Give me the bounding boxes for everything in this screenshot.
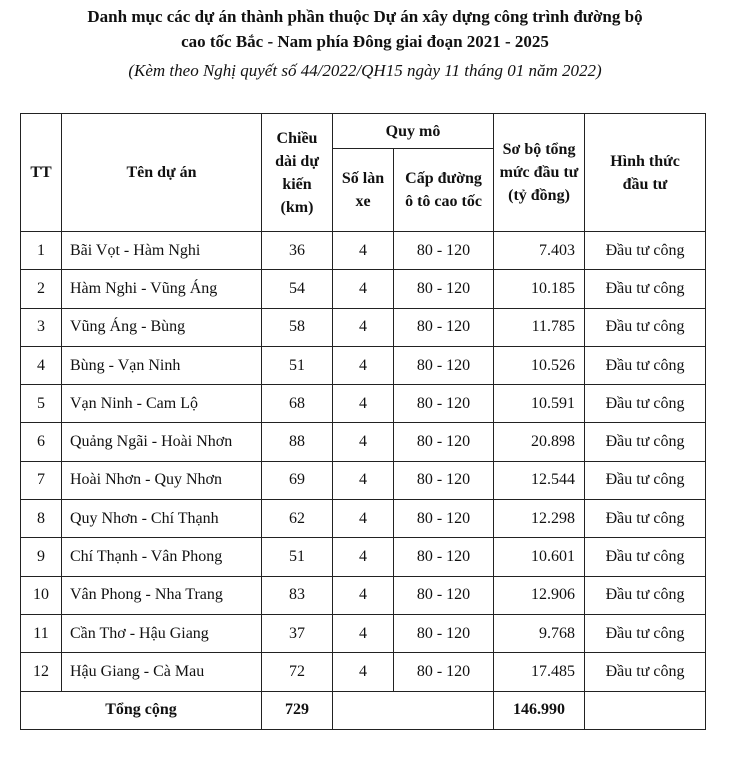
row-investment: 10.601 [494, 538, 585, 576]
row-tt: 5 [21, 385, 62, 423]
header-lanes: Số làn xe [333, 149, 394, 232]
row-lanes: 4 [333, 423, 394, 461]
row-length: 58 [262, 308, 333, 346]
row-length: 51 [262, 346, 333, 384]
row-name: Bùng - Vạn Ninh [62, 346, 262, 384]
row-name: Vạn Ninh - Cam Lộ [62, 385, 262, 423]
row-investment: 11.785 [494, 308, 585, 346]
row-length: 69 [262, 461, 333, 499]
row-lanes: 4 [333, 538, 394, 576]
row-grade: 80 - 120 [394, 614, 494, 652]
document-subtitle: (Kèm theo Nghị quyết số 44/2022/QH15 ngày 11 tháng 01 năm 2022) [128, 61, 602, 80]
row-tt: 8 [21, 500, 62, 538]
total-empty-form [585, 691, 706, 729]
table-row [21, 461, 706, 499]
row-name: Vũng Áng - Bùng [62, 308, 262, 346]
row-name: Cần Thơ - Hậu Giang [62, 614, 262, 652]
table-row [21, 423, 706, 461]
row-investment: 17.485 [494, 653, 585, 691]
row-form: Đầu tư công [585, 614, 706, 652]
row-grade: 80 - 120 [394, 232, 494, 270]
row-form: Đầu tư công [585, 346, 706, 384]
total-label: Tổng cộng [21, 691, 262, 729]
projects-table [20, 113, 706, 730]
row-name: Hoài Nhơn - Quy Nhơn [62, 461, 262, 499]
row-name: Quy Nhơn - Chí Thạnh [62, 500, 262, 538]
row-tt: 10 [21, 576, 62, 614]
table-row [21, 500, 706, 538]
row-tt: 12 [21, 653, 62, 691]
row-investment: 12.906 [494, 576, 585, 614]
table-row [21, 346, 706, 384]
row-form: Đầu tư công [585, 461, 706, 499]
row-form: Đầu tư công [585, 576, 706, 614]
row-name: Chí Thạnh - Vân Phong [62, 538, 262, 576]
row-investment: 12.544 [494, 461, 585, 499]
row-lanes: 4 [333, 232, 394, 270]
row-grade: 80 - 120 [394, 653, 494, 691]
row-form: Đầu tư công [585, 423, 706, 461]
row-grade: 80 - 120 [394, 270, 494, 308]
row-name: Hậu Giang - Cà Mau [62, 653, 262, 691]
row-tt: 2 [21, 270, 62, 308]
header-length: Chiều dài dự kiến (km) [262, 114, 333, 232]
row-length: 72 [262, 653, 333, 691]
document-title-line-1: Danh mục các dự án thành phần thuộc Dự án xây dựng công trình đường bộ [87, 7, 643, 26]
row-grade: 80 - 120 [394, 423, 494, 461]
row-length: 68 [262, 385, 333, 423]
row-tt: 3 [21, 308, 62, 346]
row-lanes: 4 [333, 614, 394, 652]
table-row [21, 614, 706, 652]
table-row [21, 576, 706, 614]
header-grade: Cấp đường ô tô cao tốc [394, 149, 494, 232]
row-lanes: 4 [333, 576, 394, 614]
row-form: Đầu tư công [585, 538, 706, 576]
row-name: Bãi Vọt - Hàm Nghi [62, 232, 262, 270]
row-grade: 80 - 120 [394, 538, 494, 576]
table-row [21, 385, 706, 423]
table-row [21, 653, 706, 691]
table-row [21, 538, 706, 576]
total-length: 729 [262, 691, 333, 729]
row-form: Đầu tư công [585, 270, 706, 308]
row-name: Hàm Nghi - Vũng Áng [62, 270, 262, 308]
row-tt: 7 [21, 461, 62, 499]
row-tt: 11 [21, 614, 62, 652]
row-lanes: 4 [333, 461, 394, 499]
total-investment: 146.990 [494, 691, 585, 729]
header-scale: Quy mô [333, 114, 494, 149]
row-lanes: 4 [333, 270, 394, 308]
row-investment: 20.898 [494, 423, 585, 461]
row-form: Đầu tư công [585, 385, 706, 423]
table-row [21, 232, 706, 270]
row-grade: 80 - 120 [394, 461, 494, 499]
row-grade: 80 - 120 [394, 385, 494, 423]
row-lanes: 4 [333, 385, 394, 423]
row-investment: 7.403 [494, 232, 585, 270]
row-form: Đầu tư công [585, 500, 706, 538]
row-lanes: 4 [333, 346, 394, 384]
row-grade: 80 - 120 [394, 308, 494, 346]
row-length: 62 [262, 500, 333, 538]
row-investment: 10.591 [494, 385, 585, 423]
row-name: Vân Phong - Nha Trang [62, 576, 262, 614]
row-form: Đầu tư công [585, 308, 706, 346]
row-tt: 1 [21, 232, 62, 270]
table-row [21, 308, 706, 346]
row-tt: 9 [21, 538, 62, 576]
row-investment: 10.526 [494, 346, 585, 384]
row-lanes: 4 [333, 653, 394, 691]
total-row [21, 691, 706, 729]
row-length: 51 [262, 538, 333, 576]
row-length: 83 [262, 576, 333, 614]
total-empty-scale [333, 691, 494, 729]
row-tt: 6 [21, 423, 62, 461]
document-title-line-2: cao tốc Bắc - Nam phía Đông giai đoạn 2021 - 2025 [181, 32, 549, 51]
row-lanes: 4 [333, 308, 394, 346]
row-length: 37 [262, 614, 333, 652]
row-length: 36 [262, 232, 333, 270]
row-investment: 12.298 [494, 500, 585, 538]
row-length: 88 [262, 423, 333, 461]
row-grade: 80 - 120 [394, 500, 494, 538]
row-grade: 80 - 120 [394, 346, 494, 384]
row-investment: 10.185 [494, 270, 585, 308]
table-row [21, 270, 706, 308]
header-form: Hình thức đầu tư [585, 114, 706, 232]
row-form: Đầu tư công [585, 653, 706, 691]
row-investment: 9.768 [494, 614, 585, 652]
header-tt: TT [21, 114, 62, 232]
row-lanes: 4 [333, 500, 394, 538]
header-name: Tên dự án [62, 114, 262, 232]
row-length: 54 [262, 270, 333, 308]
header-investment: Sơ bộ tổng mức đầu tư (tỷ đồng) [494, 114, 585, 232]
row-grade: 80 - 120 [394, 576, 494, 614]
row-name: Quảng Ngãi - Hoài Nhơn [62, 423, 262, 461]
row-form: Đầu tư công [585, 232, 706, 270]
row-tt: 4 [21, 346, 62, 384]
